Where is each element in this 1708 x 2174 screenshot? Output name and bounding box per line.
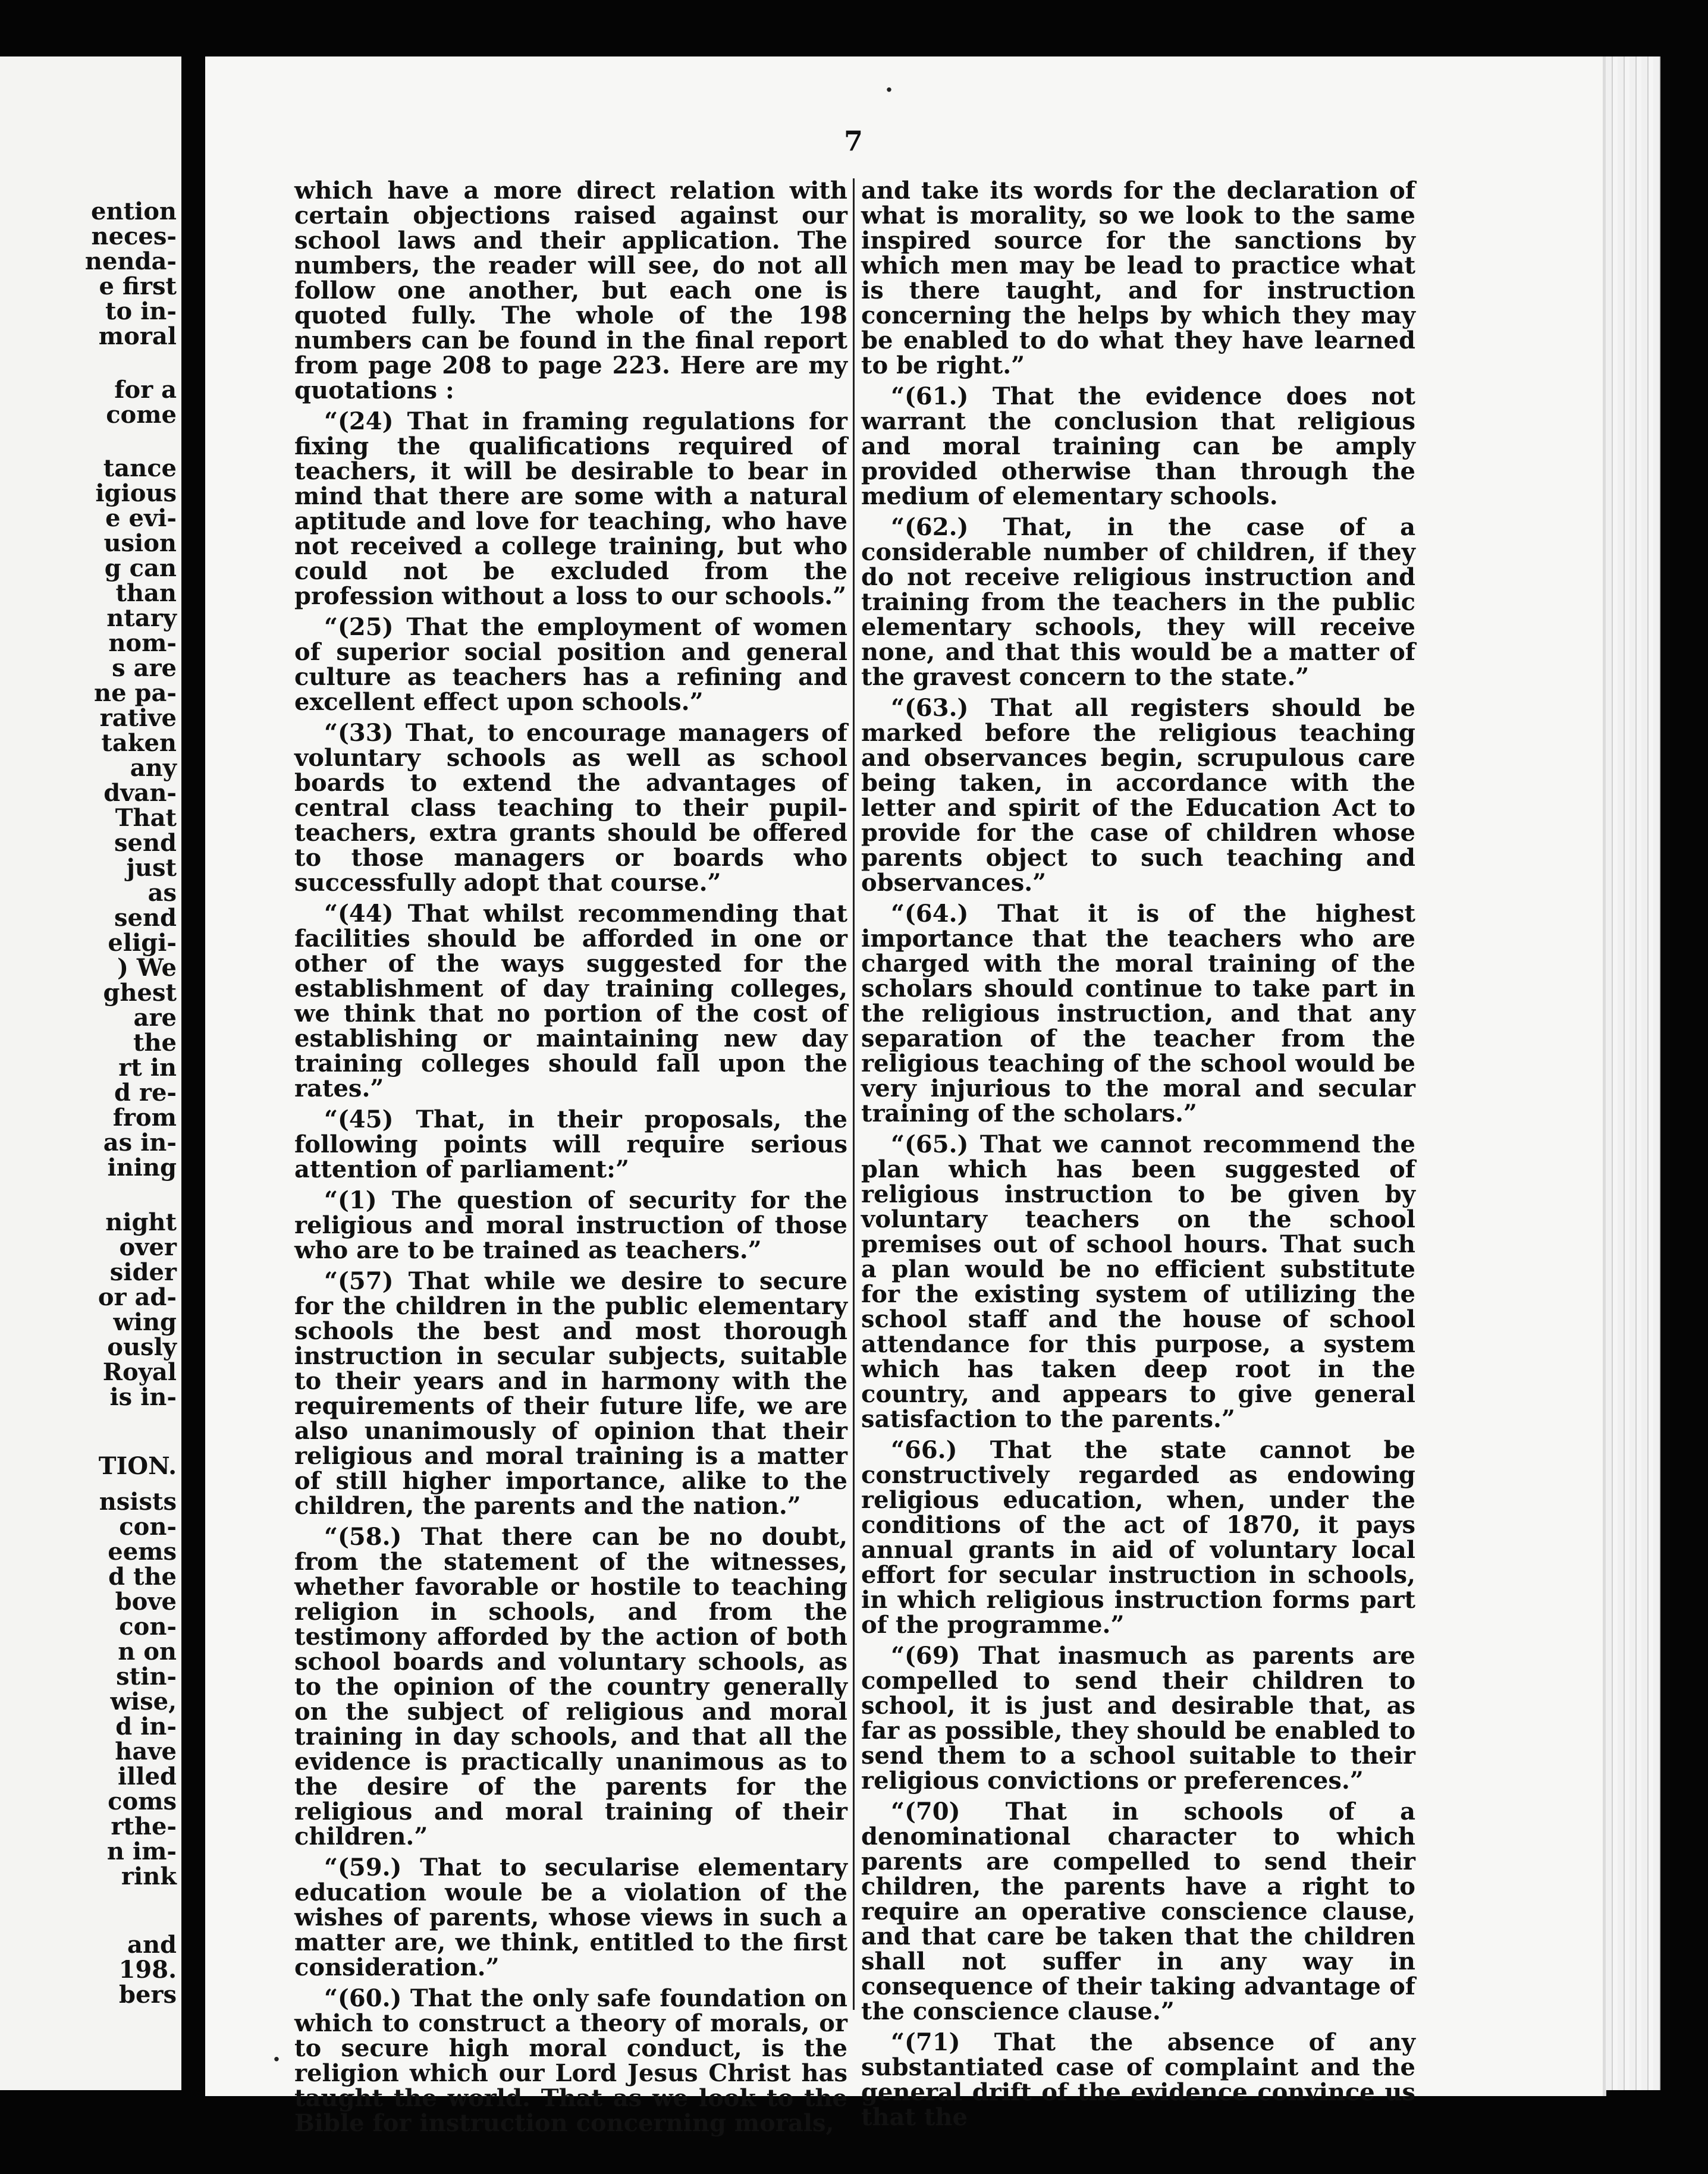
- facing-page-text-fragment: rt in: [118, 1054, 177, 1082]
- facing-page-text-fragment: n on: [118, 1638, 177, 1666]
- left-text-column: [294, 178, 847, 2142]
- facing-page-text-fragment: taken: [101, 729, 177, 757]
- paragraph: “(57) That while we desire to secure for the children in the public elementary schools the best and most thorough instruction in secular subjects, suitable to their years and in harmony with the requirements of their future life, we are also unanimously of opinion that their religious and moral training is a matter of still higher importance, alike to the children, the parents and the nation.”: [294, 1267, 847, 1520]
- paragraph: “(58.) That there can be no doubt, from the statement of the witnesses, whether favorable or hostile to teaching religion in schools, and from the testimony afforded by the action of both school boards and voluntary schools, as to the opinion of the country generally on the subject of religious and moral training in day schools, and that all the evidence is practically unanimous as to the desire of the parents for the religious and moral training of their children.”: [294, 1523, 847, 1851]
- facing-page-text-fragment: bers: [118, 1981, 177, 2009]
- facing-page-text-fragment: are: [133, 1004, 177, 1032]
- right-text-column: [861, 178, 1415, 2136]
- facing-page-text-fragment: usion: [103, 529, 177, 557]
- facing-page-text-fragment: ) We: [117, 954, 177, 982]
- facing-page-text-fragment: send: [114, 904, 177, 932]
- facing-page-text-fragment: stin-: [116, 1663, 177, 1691]
- facing-page-text-fragment: over: [119, 1233, 177, 1261]
- facing-page-text-fragment: coms: [108, 1787, 177, 1815]
- paragraph: “(71) That the absence of any substantiated case of complaint and the general drift of the evidence convince us that the: [861, 2028, 1415, 2131]
- facing-page-text-fragment: wise,: [110, 1688, 177, 1716]
- paragraph: and take its words for the declaration of what is morality, so we look to the same inspired source for the sanctions by which men may be lead to practice what is there taught, and for instruction concerning the helps by which they may be enabled to do what they have learned to be right.”: [861, 177, 1415, 379]
- facing-page-text-fragment: night: [105, 1208, 177, 1236]
- facing-page-text-fragment: moral: [98, 322, 177, 350]
- paragraph: “(60.) That the only safe foundation on which to construct a theory of morals, or to secure high moral conduct, is the religion which our Lord Jesus Christ has taught the world. That as we look to the Bible for instruction concerning morals,: [294, 1984, 847, 2137]
- paragraph: “(65.) That we cannot recommend the plan which has been suggested of religious instruction to be given by voluntary teachers on the school premises out of school hours. That such a plan would be no efficient substitute for the existing system of utilizing the school staff and the house of school attendance for this purpose, a system which has taken deep root in the country, and appears to give general satisfaction to the parents.”: [861, 1130, 1415, 1433]
- paragraph: “66.) That the state cannot be constructively regarded as endowing religious education, when, under the conditions of the act of 1870, it pays annual grants in aid of voluntary local effort for secular instruction in schools, in which religious instruction forms part of the programme.”: [861, 1436, 1415, 1639]
- facing-page-text-fragment: ghest: [103, 979, 177, 1007]
- page-number: 7: [843, 125, 863, 157]
- facing-page-text-fragment: for a: [114, 376, 177, 404]
- paragraph: “(64.) That it is of the highest importance that the teachers who are charged with the moral training of the scholars should continue to take part in the religious instruction, and that any separation of the teacher from the religious teaching of the school would be very injurious to the moral and secular training of the scholars.”: [861, 900, 1415, 1127]
- paragraph: “(24) That in framing regulations for fixing the qualifications required of teachers, it will be desirable to bear in mind that there are some with a natural aptitude and love for teaching, who have not received a college training, but who could not be excluded from the profession without a loss to our schools.”: [294, 407, 847, 610]
- facing-page-text-fragment: any: [130, 754, 177, 782]
- paragraph: “(69) That inasmuch as parents are compelled to send their children to school, it is just and desirable that, as far as possible, they should be enabled to send them to a school suitable to their religious convictions or preferences.”: [861, 1642, 1415, 1795]
- facing-page-text-fragment: come: [106, 401, 177, 429]
- facing-page-text-fragment: TION.: [98, 1452, 177, 1480]
- facing-page-text-fragment: igious: [95, 479, 177, 507]
- facing-page-text-fragment: eligi-: [108, 929, 177, 957]
- facing-page-text-fragment: nom-: [108, 629, 177, 657]
- print-speck: ·: [885, 76, 893, 104]
- facing-page-text-fragment: ously: [107, 1333, 177, 1361]
- facing-page-text-fragment: and: [127, 1931, 177, 1959]
- paragraph: which have a more direct relation with certain objections raised against our school laws and their application. The numbers, the reader will see, do not all follow one another, but each one is quoted fully. The whole of the 198 numbers can be found in the final report from page 208 to page 223. Here are my quotations :: [294, 177, 847, 404]
- print-speck: ·: [272, 2046, 281, 2074]
- facing-page-text-fragment: have: [115, 1738, 177, 1765]
- paragraph: “(33) That, to encourage managers of voluntary schools as well as school boards to extend the advantages of central class teaching to their pupil-teachers, extra grants should be offered to those managers or boards who successfully adopt that course.”: [294, 719, 847, 897]
- facing-page-text-fragment: rthe-: [111, 1812, 177, 1840]
- facing-page-text-fragment: than: [115, 579, 177, 607]
- facing-page-text-fragment: bove: [115, 1588, 177, 1616]
- facing-page-text-fragment: from: [112, 1104, 177, 1132]
- facing-page-text-fragment: e first: [99, 272, 177, 300]
- facing-page-text-fragment: g can: [104, 554, 177, 582]
- facing-page-text-fragment: That: [115, 804, 177, 832]
- column-divider: [853, 178, 855, 2010]
- facing-page-text-fragment: neces-: [91, 222, 177, 250]
- facing-page-text-fragment: is in-: [109, 1383, 177, 1411]
- facing-page-text-fragment: the: [133, 1029, 177, 1057]
- facing-page-text-fragment: send: [114, 829, 177, 857]
- facing-page-text-fragment: tance: [103, 454, 177, 482]
- facing-page-text-fragment: d re-: [114, 1079, 177, 1107]
- facing-page-text-fragment: e evi-: [105, 504, 177, 532]
- paragraph: “(44) That whilst recommending that facilities should be afforded in one or other of the ways suggested for the establishment of day training colleges, we think that no portion of the cost of establishing or maintaining new day training colleges should fall upon the rates.”: [294, 900, 847, 1102]
- paragraph: “(1) The question of security for the religious and moral instruction of those who are to be trained as teachers.”: [294, 1186, 847, 1264]
- facing-page-text-fragment: ining: [107, 1154, 177, 1182]
- facing-page-text-fragment: just: [126, 854, 177, 882]
- facing-page-text-fragment: eems: [108, 1538, 177, 1566]
- paragraph: “(25) That the employment of women of superior social position and general culture as teachers has a refining and excellent effect upon schools.”: [294, 613, 847, 716]
- facing-page-fragment: [0, 56, 181, 2090]
- facing-page-text-fragment: rink: [121, 1862, 177, 1890]
- facing-page-text-fragment: con-: [119, 1613, 177, 1641]
- facing-page-text-fragment: con-: [119, 1513, 177, 1541]
- facing-page-text-fragment: sider: [109, 1258, 177, 1286]
- paragraph: “(61.) That the evidence does not warrant the conclusion that religious and moral training can be amply provided otherwise than through the medium of elementary schools.: [861, 382, 1415, 510]
- paragraph: “(63.) That all registers should be marked before the religious teaching and observances begin, scrupulous care being taken, in accordance with the letter and spirit of the Education Act to provide for the case of children whose parents object to such teaching and observances.”: [861, 694, 1415, 897]
- paragraph: “(62.) That, in the case of a considerable number of children, if they do not receive religious instruction and training from the teachers in the public elementary schools, they will receive none, and that this would be a matter of the gravest concern to the state.”: [861, 513, 1415, 691]
- facing-page-text-fragment: ntary: [106, 604, 177, 632]
- facing-page-text-fragment: d the: [108, 1563, 177, 1591]
- facing-page-text-fragment: 198.: [118, 1956, 177, 1984]
- facing-page-text-fragment: nenda-: [84, 247, 177, 275]
- facing-page-text-fragment: Royal: [102, 1358, 177, 1386]
- facing-page-text-fragment: ention: [91, 197, 177, 225]
- facing-page-text-fragment: as: [147, 879, 177, 907]
- facing-page-text-fragment: to in-: [105, 297, 177, 325]
- facing-page-text-fragment: illed: [117, 1763, 177, 1790]
- facing-page-text-fragment: or ad-: [98, 1283, 177, 1311]
- facing-page-text-fragment: as in-: [103, 1129, 177, 1157]
- facing-page-text-fragment: wing: [113, 1308, 177, 1336]
- paragraph: “(59.) That to secularise elementary education woule be a violation of the wishes of parents, whose views in such a matter are, we think, entitled to the first consideration.”: [294, 1853, 847, 1981]
- facing-page-text-fragment: n im-: [106, 1837, 177, 1865]
- facing-page-text-fragment: s are: [112, 654, 177, 682]
- facing-page-text-fragment: rative: [99, 704, 177, 732]
- facing-page-text-fragment: ne pa-: [94, 679, 177, 707]
- facing-page-text-fragment: dvan-: [103, 779, 177, 807]
- facing-page-text-fragment: d in-: [115, 1713, 177, 1741]
- facing-page-text-fragment: nsists: [99, 1488, 177, 1516]
- page-edges: [1606, 56, 1660, 2090]
- paragraph: “(70) That in schools of a denominational character to which parents are compelled to send their children, the parents have a right to require an operative conscience clause, and that care be taken that the children shall not suffer in any way in consequence of their taking advantage of the conscience clause.”: [861, 1798, 1415, 2025]
- paragraph: “(45) That, in their proposals, the following points will require serious attention of parliament:”: [294, 1105, 847, 1183]
